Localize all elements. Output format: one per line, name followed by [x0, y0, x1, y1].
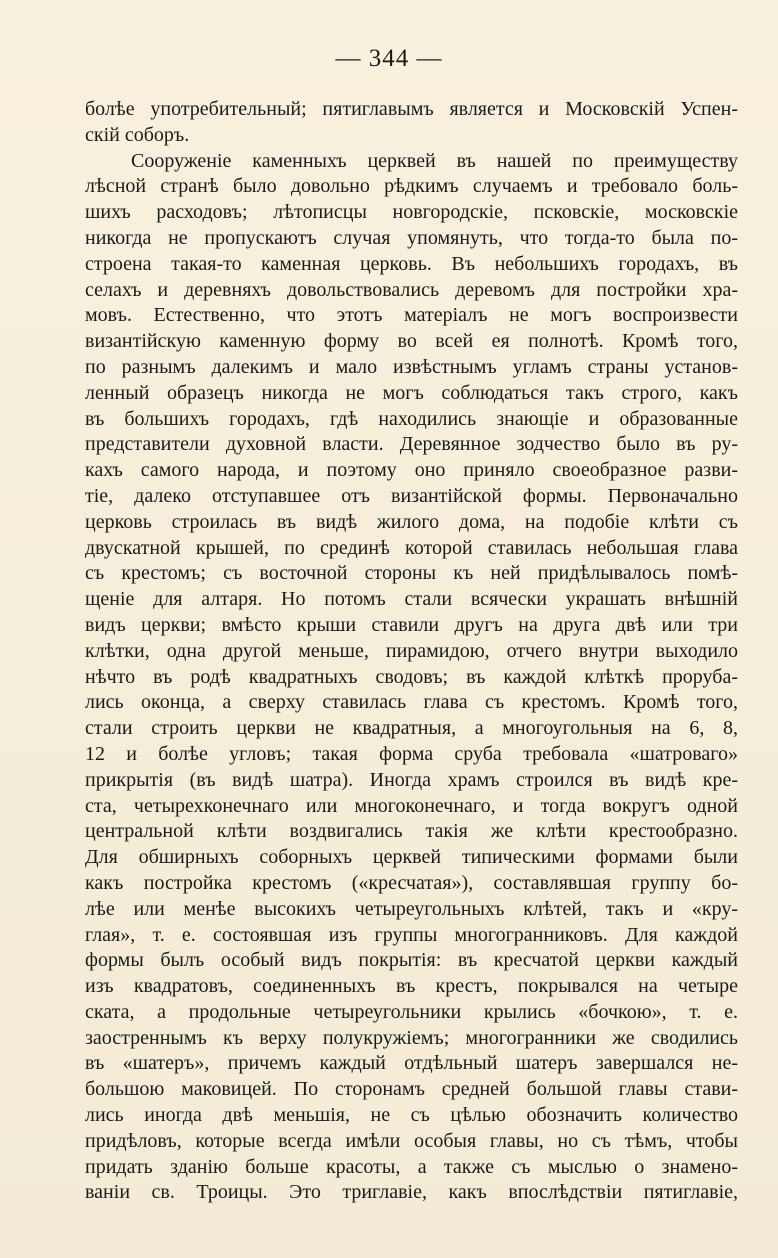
text-line: придать зданію больше красоты, а также съ мыслью о знамено-: [85, 1155, 738, 1178]
text-line: шихъ расходовъ; лѣтописцы новгородскіе, псковскіе, московскіе: [85, 201, 738, 224]
text-line: щеніе для алтаря. Но потомъ стали всячески украшать внѣшній: [85, 588, 738, 611]
text-line: лись оконца, а сверху ставилась глава съ крестомъ. Кромѣ того,: [85, 691, 738, 714]
text-line: ската, а продольные четыреугольники крылись «бочкою», т. е.: [85, 1000, 738, 1023]
body-text: [85, 97, 738, 1206]
text-line: лись иногда двѣ меньшія, не съ цѣлью обозначить количество: [85, 1104, 738, 1127]
text-line: кахъ самого народа, и поэтому оно приняло своеобразное разви-: [85, 459, 738, 482]
text-line: заостреннымъ къ верху полукружіемъ; многогранники же сводились: [85, 1026, 738, 1049]
text-line: стали строить церкви не квадратныя, а многоугольныя на 6, 8,: [85, 717, 738, 740]
text-line: Для обширныхъ соборныхъ церквей типическими формами были: [85, 846, 738, 869]
text-line: съ крестомъ; съ восточной стороны къ ней придѣлывалось помѣ-: [85, 562, 738, 585]
text-line: скій соборъ.: [85, 123, 190, 146]
text-line: въ большихъ городахъ, гдѣ находились знающіе и образованные: [85, 407, 738, 430]
text-line: византійскую каменную форму во всей ея полнотѣ. Кромѣ того,: [85, 330, 738, 353]
text-line: церковь строилась въ видѣ жилого дома, на подобіе клѣти съ: [85, 510, 738, 533]
text-line: ста, четырехконечнаго или многоконечнаго, и тогда вокругъ одной: [85, 794, 738, 817]
text-line: центральной клѣти воздвигались такія же клѣти крестообразно.: [85, 820, 738, 843]
text-line: представители духовной власти. Деревянное зодчество было въ ру-: [85, 433, 738, 456]
text-line: строена такая-то каменная церковь. Въ небольшихъ городахъ, въ: [85, 252, 738, 275]
text-line: придѣловъ, которые всегда имѣли особыя главы, но съ тѣмъ, чтобы: [85, 1129, 738, 1152]
text-line: двускатной крышей, по срединѣ которой ставилась небольшая глава: [85, 536, 738, 559]
text-line: 12 и болѣе угловъ; такая форма сруба требовала «шатроваго»: [85, 742, 738, 765]
text-line: болѣе употребительный; пятиглавымъ является и Московскій Успен-: [85, 98, 738, 120]
text-line: никогда не пропускаютъ случая упомянуть, что тогда-то была по-: [85, 226, 738, 249]
paragraph-start-line: Сооруженіе каменныхъ церквей въ нашей по преимуществу: [131, 149, 738, 172]
text-line: по разнымъ далекимъ и мало извѣстнымъ угламъ страны установ-: [85, 355, 738, 378]
text-line: лѣе или менѣе высокихъ четыреугольныхъ клѣтей, такъ и «кру-: [85, 897, 738, 920]
text-line: въ «шатеръ», причемъ каждый отдѣльный шатеръ завершался не-: [85, 1052, 738, 1075]
page-number: — 344 —: [335, 45, 443, 72]
text-line: видъ церкви; вмѣсто крыши ставили другъ на друга двѣ или три: [85, 613, 738, 636]
text-line: нѣчто въ родѣ квадратныхъ сводовъ; въ каждой клѣткѣ проруба-: [85, 665, 738, 688]
text-line: изъ квадратовъ, соединенныхъ въ крестъ, покрывался на четыре: [85, 975, 738, 998]
text-line: ваніи св. Троицы. Это триглавіе, какъ впослѣдствіи пятиглавіе,: [85, 1181, 738, 1204]
text-line: клѣтки, одна другой меньше, пирамидою, отчего внутри выходило: [85, 639, 738, 662]
text-line: тіе, далеко отступавшее отъ византійской формы. Первоначально: [85, 484, 738, 507]
text-line: формы былъ особый видъ покрытія: въ кресчатой церкви каждый: [85, 949, 738, 972]
text-line: селахъ и деревняхъ довольствовались деревомъ для постройки хра-: [85, 278, 738, 301]
text-line: какъ постройка крестомъ («кресчатая»), составлявшая группу бо-: [85, 871, 738, 894]
text-line: мовъ. Естественно, что этотъ матеріалъ не могъ воспроизвести: [85, 304, 738, 327]
text-line: прикрытія (въ видѣ шатра). Иногда храмъ строился въ видѣ кре-: [85, 768, 738, 791]
text-line: глая», т. е. состоявшая изъ группы многогранниковъ. Для каждой: [85, 923, 738, 946]
text-line: лѣсной странѣ было довольно рѣдкимъ случаемъ и требовало боль-: [85, 175, 738, 198]
text-line: большою маковицей. По сторонамъ средней большой главы стави-: [85, 1078, 738, 1101]
text-line: ленный образецъ никогда не могъ соблюдаться такъ строго, какъ: [85, 381, 738, 404]
